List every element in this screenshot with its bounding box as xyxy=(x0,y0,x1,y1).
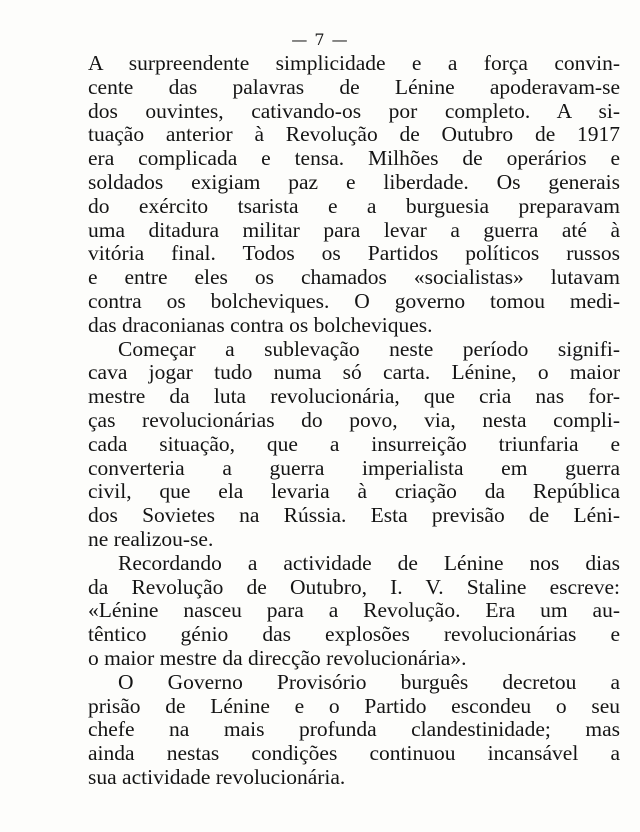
text-line: da Revolução de Outubro, I. V. Staline escreve: xyxy=(88,574,620,599)
text-line: «Lénine nasceu para a Revolução. Era um au- xyxy=(88,598,620,623)
text-line: cava jogar tudo numa só carta. Lénine, o maior xyxy=(88,360,620,385)
text-line: sua actividade revolucionária. xyxy=(88,764,346,789)
text-line: o maior mestre da direcção revolucionária». xyxy=(88,645,467,670)
text-line: ne realizou-se. xyxy=(88,526,214,551)
text-line: têntico génio das explosões revolucionárias e xyxy=(88,622,620,647)
text-line: Começar a sublevação neste período signifi- xyxy=(118,336,620,361)
paragraph-4 xyxy=(88,671,620,790)
text-line: cente das palavras de Lénine apoderavam-se xyxy=(88,74,620,99)
text-line: A surpreendente simplicidade e a força convin- xyxy=(88,51,620,75)
text-line: dos ouvintes, cativando-os por completo. A si- xyxy=(88,98,620,123)
paragraph-3 xyxy=(88,552,620,671)
text-line: e entre eles os chamados «socialistas» lutavam xyxy=(88,265,620,290)
text-line: Recordando a actividade de Lénine nos dias xyxy=(118,550,620,575)
text-line: prisão de Lénine e o Partido escondeu o seu xyxy=(88,693,620,718)
text-line: converteria a guerra imperialista em guerra xyxy=(88,455,620,480)
text-line: do exército tsarista e a burguesia preparavam xyxy=(88,193,620,218)
text-line: O Governo Provisório burguês decretou a xyxy=(118,669,620,694)
text-line: dos Sovietes na Rússia. Esta previsão de Léni- xyxy=(88,503,620,528)
text-line: contra os bolcheviques. O governo tomou medi- xyxy=(88,288,620,313)
text-line: mestre da luta revolucionária, que cria nas for- xyxy=(88,384,620,409)
text-line: tuação anterior à Revolução de Outubro de 1917 xyxy=(88,122,620,147)
text-line: ças revolucionárias do povo, via, nesta compli- xyxy=(88,407,620,432)
text-line: era complicada e tensa. Milhões de operários e xyxy=(88,146,620,171)
page-number: — 7 — xyxy=(291,30,349,49)
text-line: cada situação, que a insurreição triunfaria e xyxy=(88,431,620,456)
body-text xyxy=(88,52,620,790)
paragraph-2 xyxy=(88,338,620,552)
text-line: uma ditadura militar para levar a guerra até à xyxy=(88,217,620,242)
text-line: soldados exigiam paz e liberdade. Os generais xyxy=(88,169,620,194)
text-line: civil, que ela levaria à criação da República xyxy=(88,479,620,504)
text-line: vitória final. Todos os Partidos políticos russos xyxy=(88,241,620,266)
paragraph-1 xyxy=(88,52,620,338)
text-line: chefe na mais profunda clandestinidade; mas xyxy=(88,717,620,742)
text-line: das draconianas contra os bolcheviques. xyxy=(88,312,433,337)
text-line: ainda nestas condições continuou incansável a xyxy=(88,741,620,766)
